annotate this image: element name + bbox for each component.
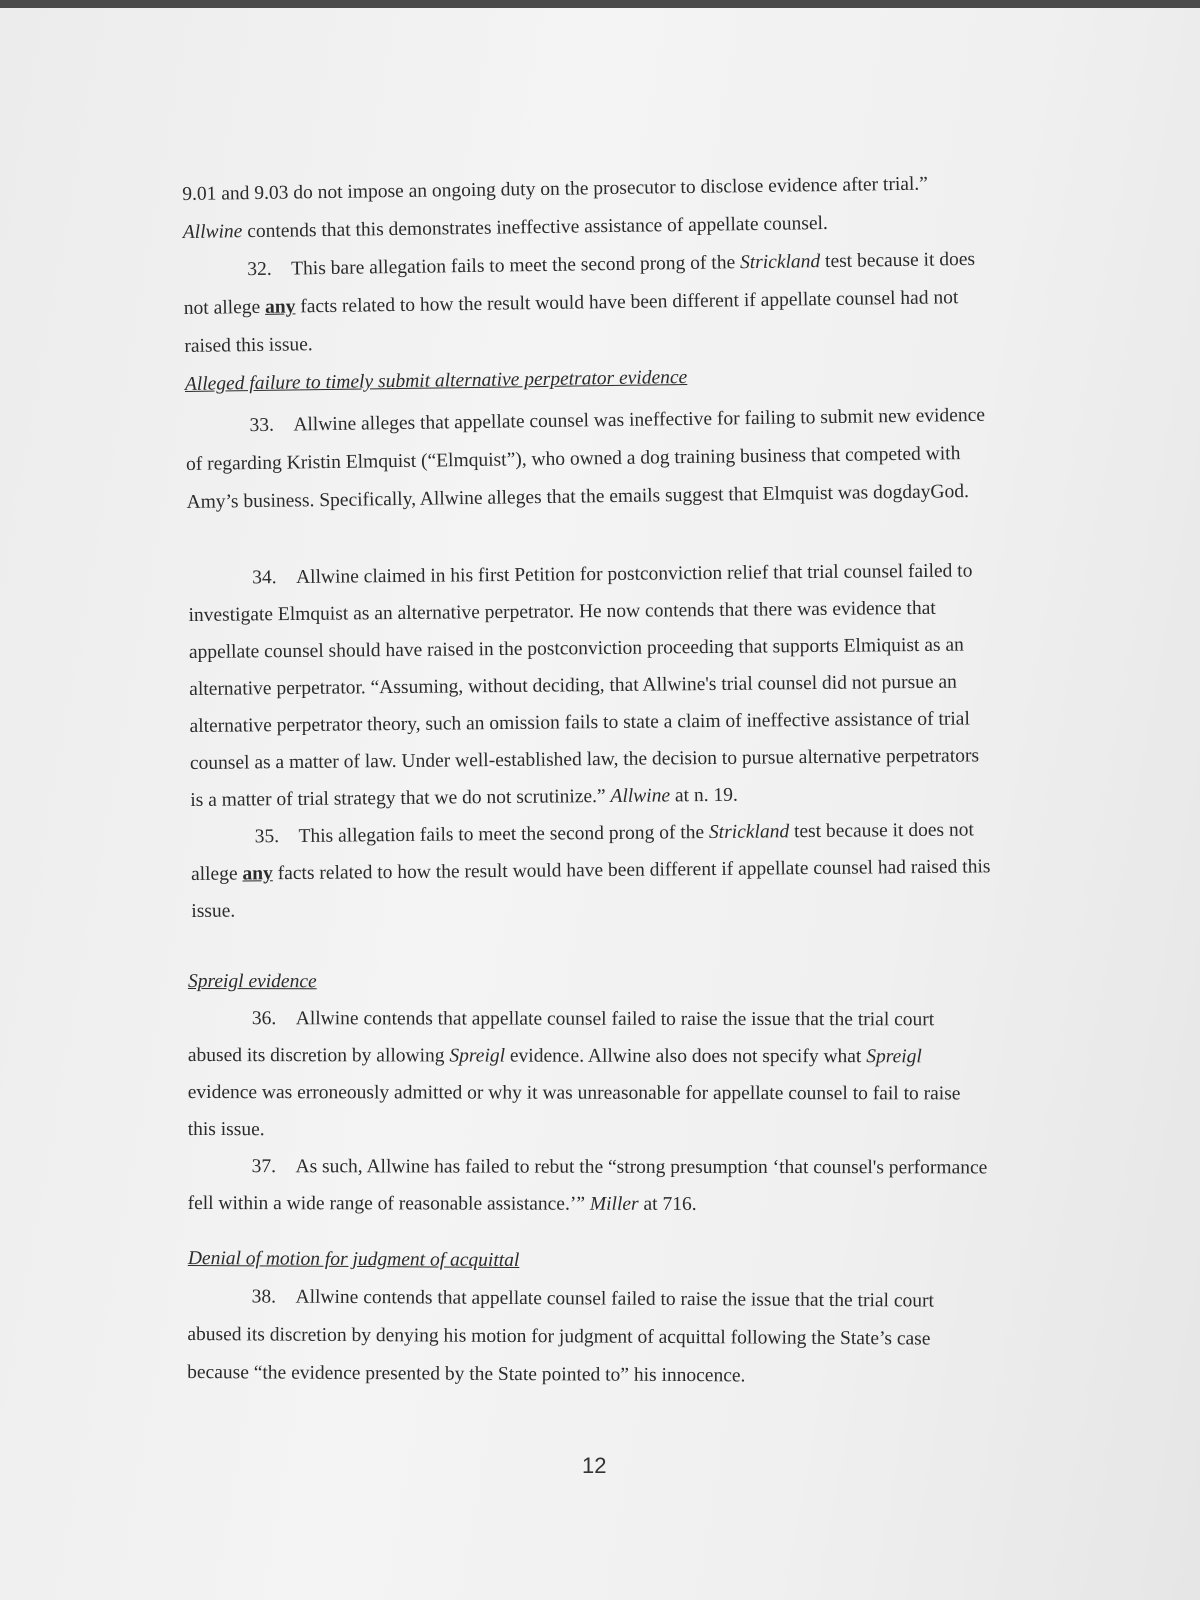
paragraph-38: 38. Allwine contends that appellate counsel failed to raise the issue that the trial court abused its discretion by denying his motion for judgment of acquittal following the State’s case because “the evidence presented by the State pointed to” his innocence. (187, 1286, 935, 1387)
document-page (0, 8, 1200, 1600)
upper-text-block (182, 165, 987, 522)
section-heading-acquittal: Denial of motion for judgment of acquittal (187, 1247, 520, 1272)
paragraph-36: 36. Allwine contends that appellate counsel failed to raise the issue that the trial court abused its discretion by allowing Spreigl evidence. Allwine also does not specify what Spreigl evidence was erroneously admitted or why it was unreasonable for appellate counsel to fail to raise this issue. (187, 1008, 961, 1141)
paragraph-35: 35. This allegation fails to meet the second prong of the Strickland test because it does not allege any facts related to how the result would have been different if appellate counsel had raised this issue. (190, 819, 991, 922)
section-heading-alternative-perpetrator: Alleged failure to timely submit alternative perpetrator evidence (184, 366, 688, 395)
bottom-text-block (187, 1240, 988, 1397)
paragraph-34: 34. Allwine claimed in his first Petition for postconviction relief that trial counsel failed to investigate Elmquist as an alternative perpetrator. He now contends that there was evidence that appellate counsel should have raised in the postconviction proceeding that supports Elmiquist as an alternative perpetrator. “Assuming, without deciding, that Allwine's trial counsel did not pursue an alternative perpetrator theory, such an omission fails to state a claim of ineffective assistance of trial counsel as a matter of law. Under well-established law, the decision to pursue alternative perpetrators is a matter of trial strategy that we do not scrutinize.” Allwine at n. 19. (188, 560, 980, 811)
paragraph-31-tail: 9.01 and 9.03 do not impose an ongoing duty on the prosecutor to disclose evidence after trial.” Allwine contends that this demonstrates ineffective assistance of appellate counsel. (182, 173, 929, 243)
lower-text-block (188, 963, 988, 1223)
paragraph-33: 33. Allwine alleges that appellate counsel was ineffective for failing to submit new evidence of regarding Kristin Elmquist (“Elmquist”), who owned a dog training business that competed with Amy’s business. Specifically, Allwine alleges that the emails suggest that Elmquist was dogdayGod. (185, 404, 986, 513)
page-number: 12 (582, 1453, 607, 1478)
middle-text-block (188, 552, 992, 930)
section-heading-spreigl: Spreigl evidence (187, 971, 317, 993)
paragraph-37: 37. As such, Allwine has failed to rebut the “strong presumption ‘that counsel's performance fell within a wide range of reasonable assistance.’” Miller at 716. (187, 1156, 988, 1215)
paragraph-32: 32. This bare allegation fails to meet the second prong of the Strickland test because it does not allege any facts related to how the result would have been different if appellate counsel had not raised this issue. (183, 248, 976, 357)
